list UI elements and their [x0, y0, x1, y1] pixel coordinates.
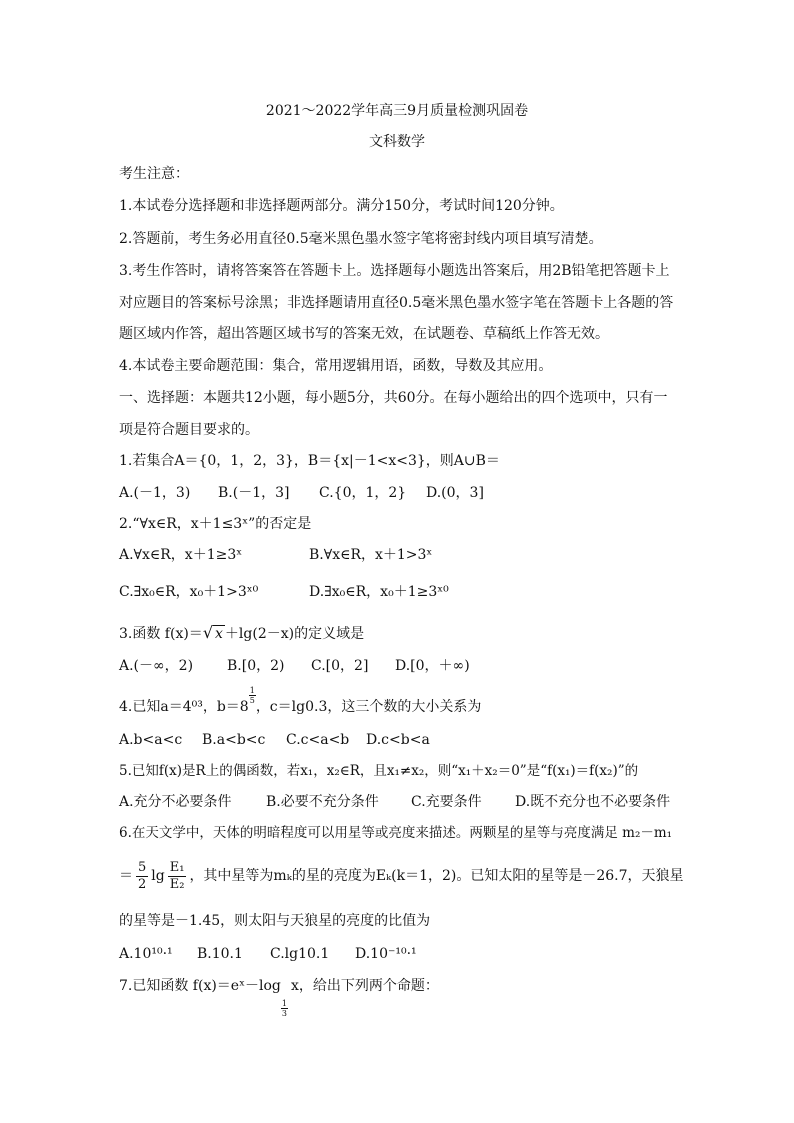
section-heading: 一、选择题：本题共12小题，每小题5分，共60分。在每小题给出的四个选项中，只有一 — [119, 390, 668, 406]
q3-option-d: D.[0，＋∞) — [395, 658, 470, 674]
q2-option-c: C.∃x₀∈R，x₀＋1>3ˣ⁰ — [119, 584, 259, 600]
q2-options-row2 — [119, 582, 679, 602]
q3-option-b: B.[0，2) — [227, 658, 285, 674]
q5-options — [119, 792, 679, 812]
notice-item-3-cont: 对应题目的答案标号涂黑；非选择题请用直径0.5毫米黑色墨水签字笔在答题卡上各题的答 — [119, 295, 674, 311]
q3-options — [119, 656, 679, 676]
q4-stem-pre: 4.已知a＝4⁰³，b＝8 — [119, 699, 249, 715]
q3-stem-post: ＋lg(2－x)的定义域是 — [224, 626, 365, 642]
q4-exp-num: 1 — [249, 686, 255, 696]
q6-frac-den: 2 — [138, 876, 147, 892]
notice-item-1: 1.本试卷分选择题和非选择题两部分。满分150分，考试时间120分钟。 — [119, 198, 564, 214]
q5-option-d: D.既不充分也不必要条件 — [515, 794, 671, 810]
notice-heading: 考生注意： — [119, 166, 189, 182]
q1-stem: 1.若集合A＝{0，1，2，3}，B＝{x|－1<x<3}，则A∪B＝ — [119, 453, 500, 469]
q5-option-a: A.充分不必要条件 — [119, 794, 232, 810]
q6-line1: 6.在天文学中，天体的明暗程度可以用星等或亮度来描述。两颗星的星等与亮度满足 m₂－m₁ — [119, 825, 673, 841]
q2-option-a: A.∀x∈R，x＋1≥3ˣ — [119, 547, 243, 563]
notice-item-4: 4.本试卷主要命题范围：集合，常用逻辑用语，函数，导数及其应用。 — [119, 358, 553, 374]
q6-e-num: E₁ — [169, 859, 185, 875]
q4-option-a: A.b<a<c — [119, 732, 183, 748]
exam-subject: 文科数学 — [369, 134, 425, 150]
notice-item-3: 3.考生作答时，请将答案答在答题卡上。选择题每小题选出答案后，用2B铅笔把答题卡上 — [119, 263, 670, 279]
q2-option-d: D.∃x₀∈R，x₀＋1≥3ˣ⁰ — [309, 584, 449, 600]
q4-options — [119, 730, 679, 750]
sqrt-symbol: √ — [202, 623, 214, 642]
q4-stem — [119, 686, 679, 717]
q1-option-d: D.(0，3] — [426, 485, 484, 501]
q6-lg: lg — [151, 868, 165, 884]
q6-e-den: E₂ — [169, 876, 185, 892]
q7-stem — [119, 976, 679, 1018]
q7-stem-pre: 7.已知函数 f(x)＝eˣ－log — [119, 978, 281, 994]
q1-option-b: B.(－1，3] — [218, 485, 290, 501]
section-heading-cont: 项是符合题目要求的。 — [119, 422, 259, 438]
q1-options — [119, 483, 679, 503]
q1-option-c: C.{0，1，2} — [319, 485, 407, 501]
q3-option-a: A.(－∞，2) — [119, 658, 194, 674]
q2-stem: 2.“∀x∈R，x＋1≤3ˣ”的否定是 — [119, 516, 312, 532]
q6-line3: 的星等是－1.45，则太阳与天狼星的亮度的比值为 — [119, 913, 431, 929]
q6-eq-sign: ＝ — [119, 868, 133, 884]
q7-log-base — [281, 999, 288, 1018]
q1-option-a: A.(－1，3) — [119, 485, 191, 501]
q4-exp-den: 5 — [249, 696, 255, 706]
q6-frac-num: 5 — [138, 859, 147, 875]
q6-option-d: D.10⁻¹⁰·¹ — [355, 946, 417, 962]
q2-option-b: B.∀x∈R，x＋1>3ˣ — [309, 547, 433, 563]
q6-line2 — [119, 858, 684, 894]
q5-option-c: C.充要条件 — [411, 794, 482, 810]
q4-option-c: C.c<a<b — [286, 732, 350, 748]
q4-stem-post: ，c＝lg0.3，这三个数的大小关系为 — [255, 699, 482, 715]
q3-stem-pre: 3.函数 f(x)＝ — [119, 626, 203, 642]
q3-option-c: C.[0，2] — [311, 658, 369, 674]
q4-option-d: D.c<b<a — [366, 732, 430, 748]
q7-base-num: 1 — [281, 999, 287, 1008]
q3-sqrt-arg: x — [215, 626, 223, 642]
q6-option-b: B.10.1 — [197, 946, 243, 962]
q3-stem — [119, 623, 679, 644]
q6-fraction-e1-e2 — [168, 860, 187, 893]
q6-option-c: C.lg10.1 — [270, 946, 330, 962]
q6-options — [119, 944, 679, 964]
q4-exponent — [249, 686, 256, 705]
q5-option-b: B.必要不充分条件 — [266, 794, 379, 810]
notice-item-2: 2.答题前，考生务必用直径0.5毫米黑色墨水签字笔将密封线内项目填写清楚。 — [119, 231, 603, 247]
q5-stem: 5.已知f(x)是R上的偶函数，若x₁，x₂∈R，且x₁≠x₂，则“x₁＋x₂＝0”是“f(x₁)＝f(x₂)”的 — [119, 763, 639, 779]
q7-stem-post: x，给出下列两个命题： — [291, 978, 439, 994]
q6-fraction-5-2 — [136, 860, 148, 893]
q4-option-b: B.a<b<c — [202, 732, 266, 748]
exam-title: 2021～2022学年高三9月质量检测巩固卷 — [265, 103, 529, 119]
notice-item-3-cont2: 题区域内作答，超出答题区域书写的答案无效，在试题卷、草稿纸上作答无效。 — [119, 326, 609, 342]
q6-option-a: A.10¹⁰·¹ — [119, 946, 173, 962]
q6-line2-post: ，其中星等为mₖ的星的亮度为Eₖ(k＝1，2)。已知太阳的星等是－26.7，天狼星 — [189, 868, 684, 884]
q2-options-row1 — [119, 545, 679, 565]
q7-base-den: 3 — [281, 1009, 287, 1018]
